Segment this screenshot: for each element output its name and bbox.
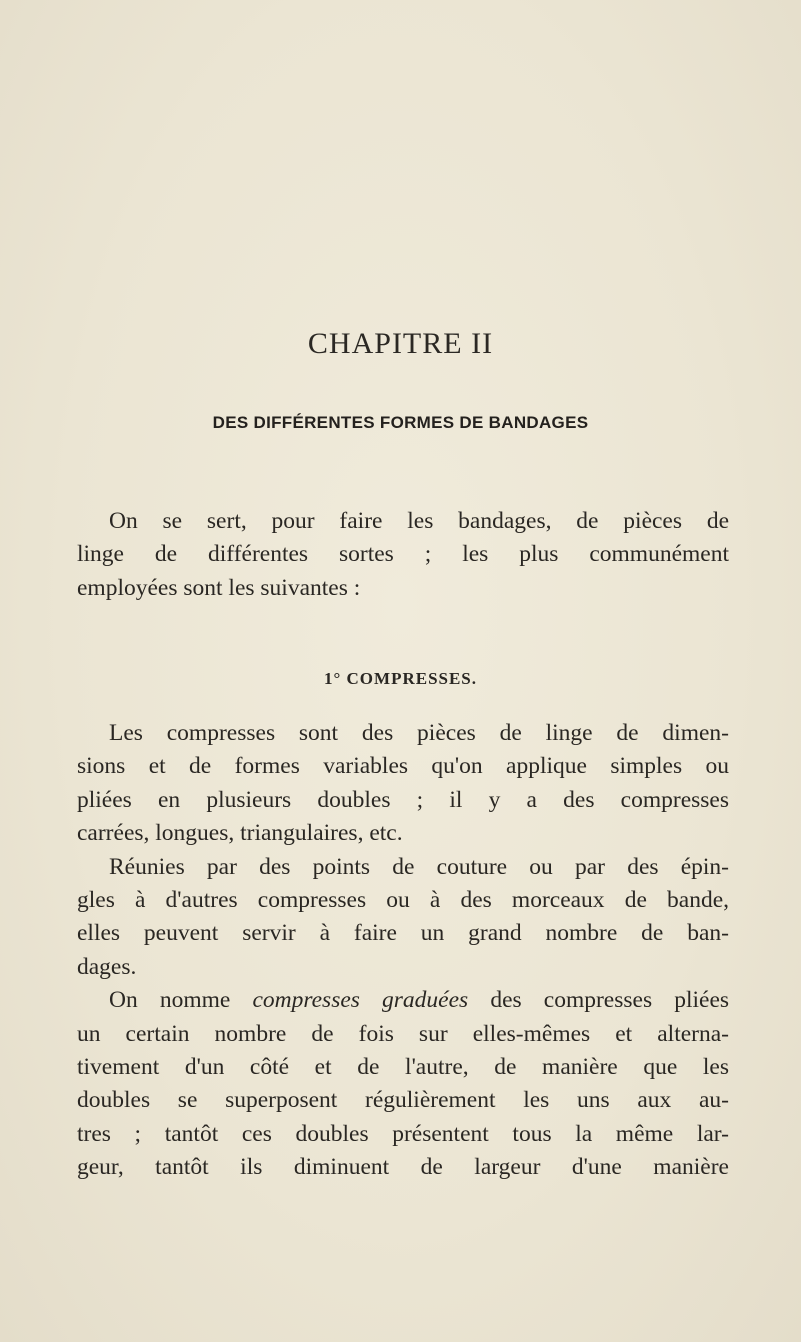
- italic-term: compresses graduées: [252, 987, 469, 1014]
- body-text: [77, 717, 729, 1185]
- text-line: tivement d'un côté et de l'autre, de manière que les: [77, 1054, 729, 1081]
- text-line: Les compresses sont des pièces de linge de dimen-: [109, 720, 729, 746]
- text-line: employées sont les suivantes :: [77, 574, 361, 601]
- text-line: sions et de formes variables qu'on applique simples ou: [77, 753, 729, 780]
- text-line: un certain nombre de fois sur elles-mêmes et alterna-: [77, 1020, 729, 1047]
- text-line: Réunies par des points de couture ou par des épin-: [109, 853, 729, 880]
- text-line: doubles se superposent régulièrement les uns aux au-: [77, 1087, 729, 1114]
- text-line: On se sert, pour faire les bandages, de pièces de: [109, 508, 729, 534]
- text-line: geur, tantôt ils diminuent de largeur d'une manière: [77, 1154, 729, 1181]
- text-fragment: des compresses pliées: [490, 987, 730, 1014]
- text-line: pliées en plusieurs doubles ; il y a des compresses: [77, 786, 729, 813]
- text-line: dages.: [77, 953, 137, 980]
- text-fragment: On nomme: [109, 987, 231, 1014]
- intro-paragraph: [77, 505, 729, 605]
- text-line: gles à d'autres compresses ou à des morceaux de bande,: [77, 887, 729, 914]
- text-line: carrées, longues, triangulaires, etc.: [77, 820, 403, 847]
- subheading: 1° COMPRESSES.: [323, 669, 478, 688]
- text-line: [77, 984, 729, 1017]
- chapter-title: CHAPITRE II: [307, 327, 494, 360]
- text-line: elles peuvent servir à faire un grand nombre de ban-: [77, 920, 729, 947]
- text-line: tres ; tantôt ces doubles présentent tous la même lar-: [77, 1120, 729, 1147]
- section-heading: DES DIFFÉRENTES FORMES DE BANDAGES: [212, 413, 589, 432]
- text-line: linge de différentes sortes ; les plus communément: [77, 541, 729, 568]
